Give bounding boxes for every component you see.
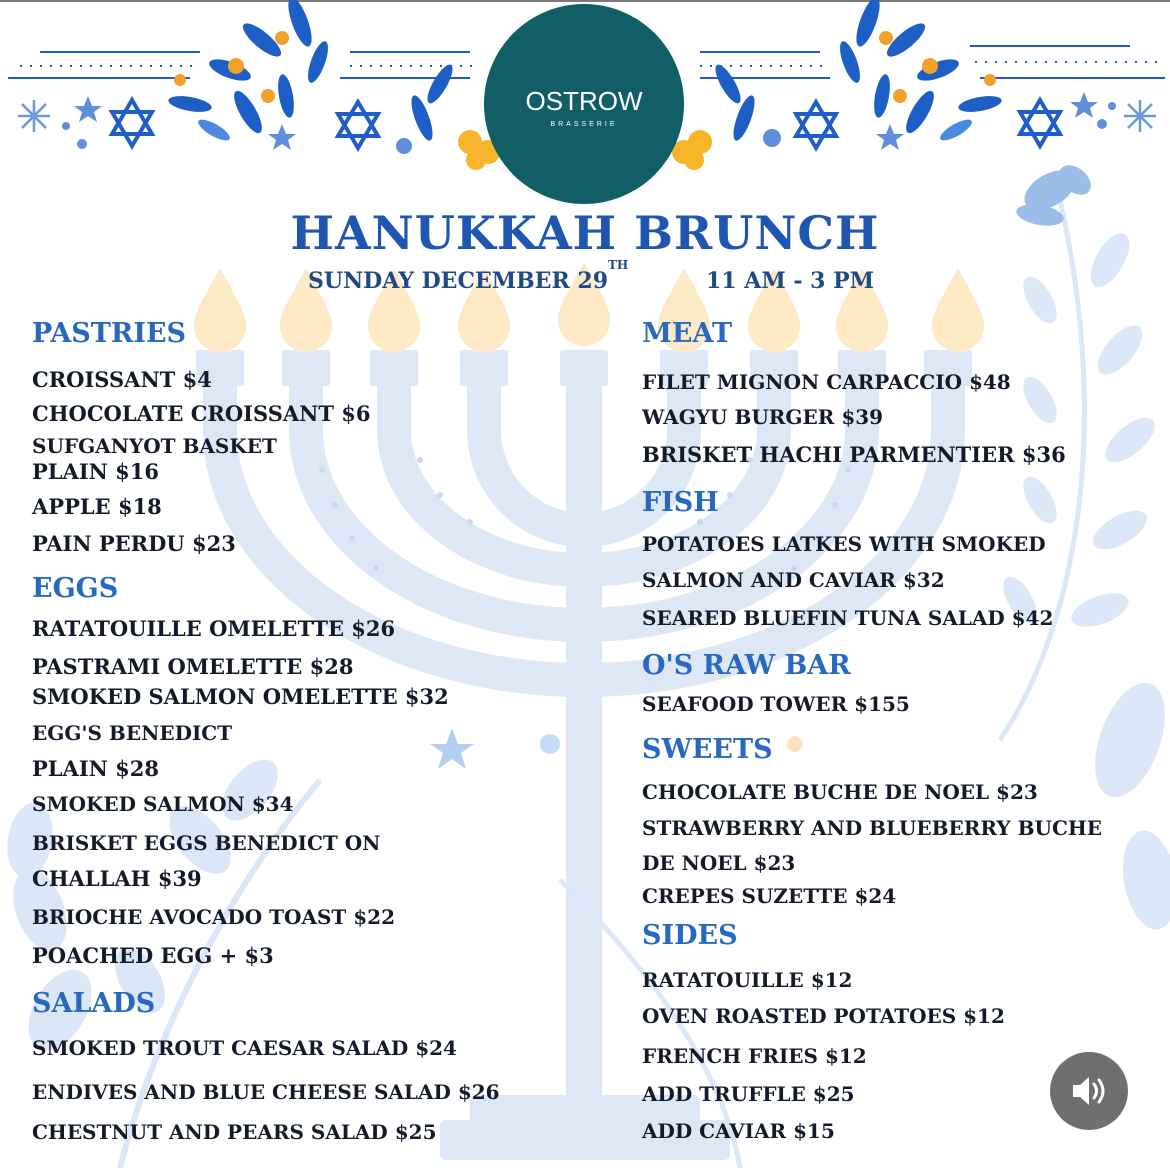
menu-item: FILET MIGNON CARPACCIO $48 (642, 370, 1011, 394)
menu-item: STRAWBERRY AND BLUEBERRY BUCHE (642, 816, 1103, 840)
section-fish-title: FISH (642, 487, 719, 518)
brand-name: OSTROW (525, 86, 643, 116)
menu-item: PAIN PERDU $23 (32, 531, 236, 556)
menu-item: PLAIN $28 (32, 756, 160, 781)
menu-item: BRISKET HACHI PARMENTIER $36 (642, 442, 1066, 467)
menu-item: ADD TRUFFLE $25 (642, 1082, 855, 1106)
menu-item: SEARED BLUEFIN TUNA SALAD $42 (642, 606, 1054, 630)
menu-item: WAGYU BURGER $39 (642, 405, 884, 429)
section-eggs-title: EGGS (32, 573, 119, 604)
menu-item: SUFGANYOT BASKET (32, 434, 277, 458)
menu-item: ADD CAVIAR $15 (642, 1119, 835, 1143)
menu-item: FRENCH FRIES $12 (642, 1044, 867, 1068)
menu-item: SALMON AND CAVIAR $32 (642, 568, 945, 592)
menu-item: RATATOUILLE OMELETTE $26 (32, 616, 396, 641)
page-title: HANUKKAH BRUNCH (290, 206, 880, 260)
menu-item: OVEN ROASTED POTATOES $12 (642, 1004, 1005, 1028)
section-raw-bar-title: O'S RAW BAR (642, 650, 851, 681)
menu-item: CHOCOLATE BUCHE DE NOEL $23 (642, 780, 1038, 804)
section-salads-title: SALADS (32, 988, 156, 1019)
section-sides-title: SIDES (642, 920, 738, 951)
menu-item: CHALLAH $39 (32, 866, 202, 891)
menu-item: BRISKET EGGS BENEDICT ON (32, 831, 381, 855)
section-sweets-title: SWEETS (642, 734, 773, 765)
menu-item: CHESTNUT AND PEARS SALAD $25 (32, 1120, 437, 1144)
speaker-volume-icon (1069, 1073, 1109, 1109)
menu-item: POACHED EGG + $3 (32, 943, 274, 968)
menu-item: EGG'S BENEDICT (32, 721, 233, 745)
sound-toggle-button[interactable] (1050, 1052, 1128, 1130)
menu-item: PLAIN $16 (32, 459, 160, 484)
menu-item: SMOKED TROUT CAESAR SALAD $24 (32, 1036, 457, 1060)
brand-logo (484, 4, 684, 204)
event-date-suffix: TH (608, 258, 629, 272)
menu-item: BRIOCHE AVOCADO TOAST $22 (32, 905, 395, 929)
brand-subtitle: BRASSERIE (550, 121, 618, 128)
menu-item: CREPES SUZETTE $24 (642, 884, 897, 908)
event-hours: 11 AM - 3 PM (706, 268, 875, 294)
menu-item: RATATOUILLE $12 (642, 968, 853, 992)
menu-item: CHOCOLATE CROISSANT $6 (32, 401, 371, 426)
event-date-text: SUNDAY DECEMBER 29 (308, 268, 608, 294)
menu-item: APPLE $18 (32, 494, 162, 519)
menu-item: SMOKED SALMON OMELETTE $32 (32, 684, 449, 709)
menu-item: PASTRAMI OMELETTE $28 (32, 654, 354, 679)
menu-item: DE NOEL $23 (642, 851, 796, 875)
menu-item: CROISSANT $4 (32, 367, 212, 392)
section-pastries-title: PASTRIES (32, 318, 187, 349)
event-date (308, 258, 629, 294)
menu-item: SEAFOOD TOWER $155 (642, 692, 910, 716)
menu-item: ENDIVES AND BLUE CHEESE SALAD $26 (32, 1080, 500, 1104)
menu-item: SMOKED SALMON $34 (32, 792, 294, 816)
section-meat-title: MEAT (642, 318, 733, 349)
menu-item: POTATOES LATKES WITH SMOKED (642, 532, 1046, 556)
